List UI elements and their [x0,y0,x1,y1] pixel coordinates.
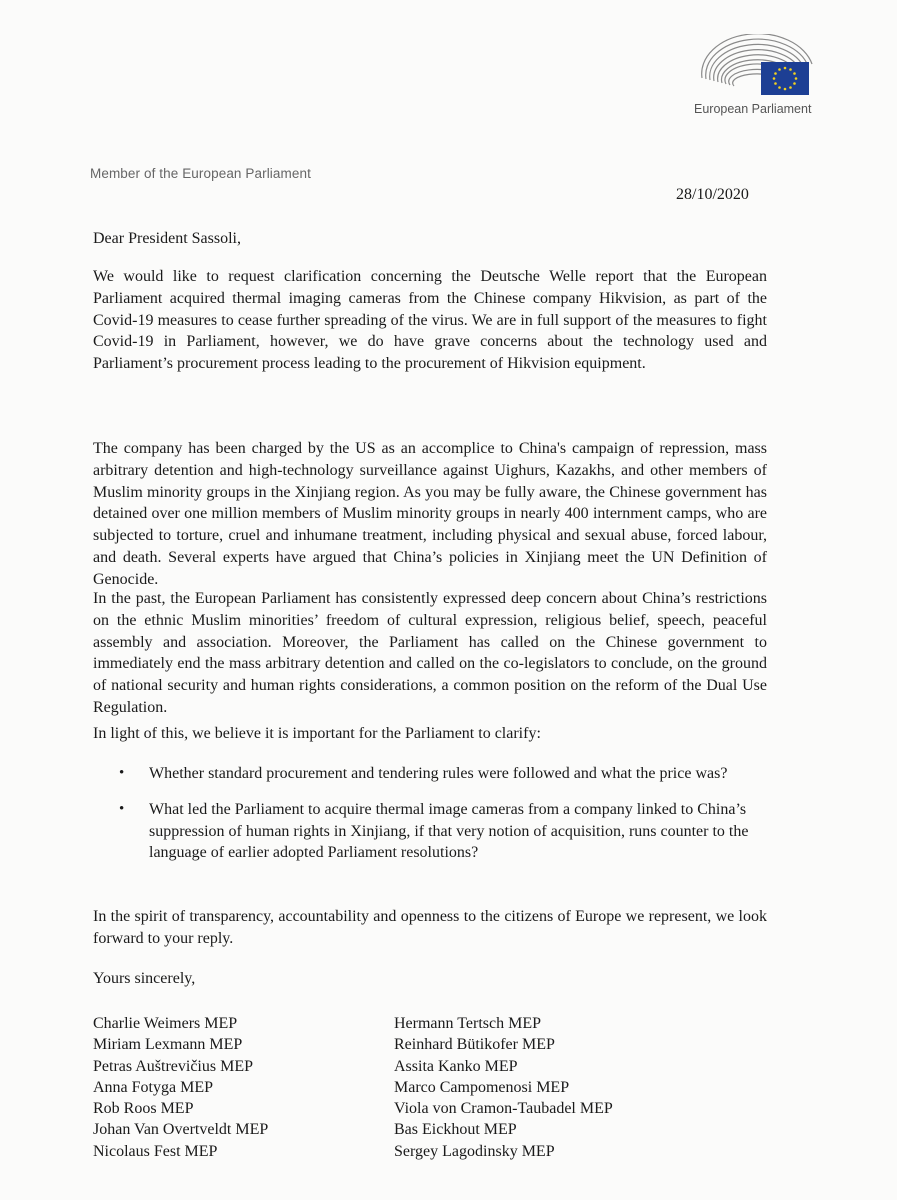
signatory: Charlie Weimers MEP [93,1015,238,1032]
list-item: • Whether standard procurement and tendering rules were followed and what the price was? [112,763,762,785]
signatory: Petras Auštrevičius MEP [93,1057,253,1075]
paragraph-4: In light of this, we believe it is important for the Parliament to clarify: [93,725,541,742]
signatory: Reinhard Bütikofer MEP [394,1036,555,1054]
signatory: Bas Eickhout MEP [394,1121,517,1139]
signatory: Nicolaus Fest MEP [93,1142,218,1160]
signatory: Assita Kanko MEP [394,1057,518,1075]
member-line: Member of the European Parliament [90,166,311,181]
org-name: European Parliament [694,102,812,116]
signatory: Miriam Lexmann MEP [93,1036,243,1054]
paragraph-2: The company has been charged by the US as an accomplice to China's campaign of repression, mass arbitrary detention and high-technology surveillance against Uighurs, Kazakhs, and other members of Muslim minority groups in the Xinjiang region. As you may be fully aware, the Chinese government has detained over one million members of Muslim minority groups in nearly 400 internment camps, who are subjected to torture, cruel and inhumane treatment, including physical and sexual abuse, forced labour, and death. Several experts have argued that China’s policies in Xinjiang meet the UN Definition of Genocide. [93,440,767,588]
paragraph-3: In the past, the European Parliament has consistently expressed deep concern about China’s restrictions on the ethnic Muslim minorities’ freedom of cultural expression, religious belief, speech, peaceful assembly and association. Moreover, the Parliament has called on the Chinese government to immediately end the mass arbitrary detention and called on the co-legislators to conclude, on the ground of national security and human rights considerations, a common position on the reform of the Dual Use Regulation. [93,590,767,716]
letter-date: 28/10/2020 [676,186,749,203]
final-paragraph: In the spirit of transparency, accountability and openness to the citizens of Europe we represent, we look forward to your reply. [93,908,767,947]
paragraph-1: We would like to request clarification concerning the Deutsche Welle report that the European Parliament acquired thermal imaging cameras from the Chinese company Hikvision, as part of the Covid-19 measures to cease further spreading of the virus. We are in full support of the measures to fight Covid-19 in Parliament, however, we do have grave concerns about the technology used and Parliament’s procurement process leading to the procurement of Hikvision equipment. [93,268,767,373]
signatory: Rob Roos MEP [93,1100,194,1118]
salutation: Dear President Sassoli, [93,230,241,247]
closing: Yours sincerely, [93,970,196,987]
signatories-right [394,1013,613,1162]
signatory: Anna Fotyga MEP [93,1078,213,1096]
hemicycle-icon [700,34,815,104]
signatory: Viola von Cramon-Taubadel MEP [394,1100,613,1118]
signatory: Johan Van Overtveldt MEP [93,1121,269,1139]
question-list [112,763,762,864]
signatory: Hermann Tertsch MEP [394,1015,541,1032]
signatory: Marco Campomenosi MEP [394,1078,570,1096]
signatory: Sergey Lagodinsky MEP [394,1142,555,1160]
list-item: • What led the Parliament to acquire thermal image cameras from a company linked to China’s suppression of human rights in Xinjiang, if that very notion of acquisition, runs counter to the language of earlier adopted Parliament resolutions? [112,799,762,864]
signatories-left [93,1013,268,1162]
